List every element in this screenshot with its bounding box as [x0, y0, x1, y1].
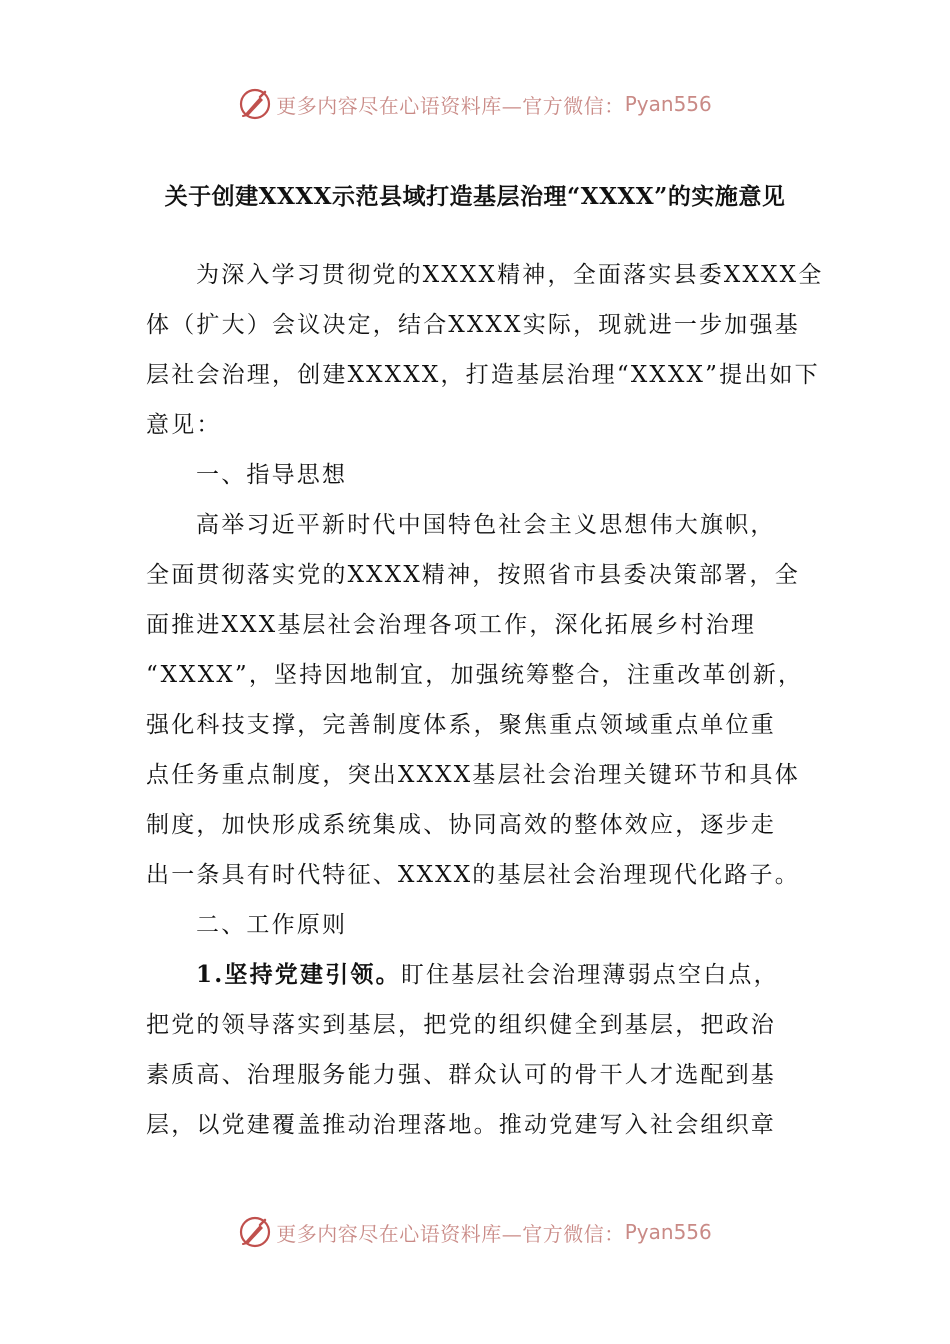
body-line: 点任务重点制度，突出XXXX基层社会治理关键环节和具体: [146, 762, 800, 788]
body-line: 强化科技支撑，完善制度体系，聚焦重点领域重点单位重: [146, 712, 776, 738]
body-line: 出一条具有时代特征、XXXX的基层社会治理现代化路子。: [146, 862, 800, 888]
body-line: 为深入学习贯彻党的XXXX精神，全面落实县委XXXX全: [196, 262, 824, 288]
body-line: 意见：: [146, 412, 222, 438]
body-line: 高举习近平新时代中国特色社会主义思想伟大旗帜，: [196, 512, 776, 538]
body-line: 素质高、治理服务能力强、群众认可的骨干人才选配到基: [146, 1062, 776, 1088]
body-line: 层，以党建覆盖推动治理落地。推动党建写入社会组织章: [146, 1112, 776, 1138]
principle-1-heading: 1.坚持党建引领。: [196, 961, 401, 988]
body-line: 全面贯彻落实党的XXXX精神，按照省市县委决策部署，全: [146, 562, 800, 588]
watermark-banner-bottom: [0, 1210, 950, 1254]
body-line: 制度，加快形成系统集成、协同高效的整体效应，逐步走: [146, 812, 776, 838]
section-heading-work-principles: 二、工作原则: [196, 912, 348, 938]
body-line: “XXXX”，坚持因地制宜，加强统筹整合，注重改革创新，: [146, 662, 804, 688]
body-line: 体（扩大）会议决定，结合XXXX实际，现就进一步加强基: [146, 312, 800, 338]
watermark-text: 更多内容尽在心语资料库—官方微信：: [276, 1221, 625, 1246]
watermark-wechat-id: Pyan556: [624, 92, 712, 116]
pen-logo-icon: [238, 87, 272, 121]
document-title: 关于创建XXXX示范县域打造基层治理“XXXX”的实施意见: [164, 183, 786, 210]
principle-1-line: [146, 950, 806, 1000]
body-line: 面推进XXX基层社会治理各项工作，深化拓展乡村治理: [146, 612, 757, 638]
document-body: [146, 250, 824, 1150]
principle-1-text: 盯住基层社会治理薄弱点空白点，: [400, 962, 779, 988]
pen-logo-icon: [238, 1215, 272, 1249]
section-heading-guiding-ideology: 一、指导思想: [196, 462, 348, 488]
body-line: 层社会治理，创建XXXXX，打造基层治理“XXXX”提出如下: [146, 362, 820, 388]
watermark-wechat-id: Pyan556: [624, 1220, 712, 1244]
watermark-banner-top: [0, 82, 950, 126]
body-line: 把党的领导落实到基层，把党的组织健全到基层，把政治: [146, 1012, 776, 1038]
watermark-text: 更多内容尽在心语资料库—官方微信：: [276, 93, 625, 118]
